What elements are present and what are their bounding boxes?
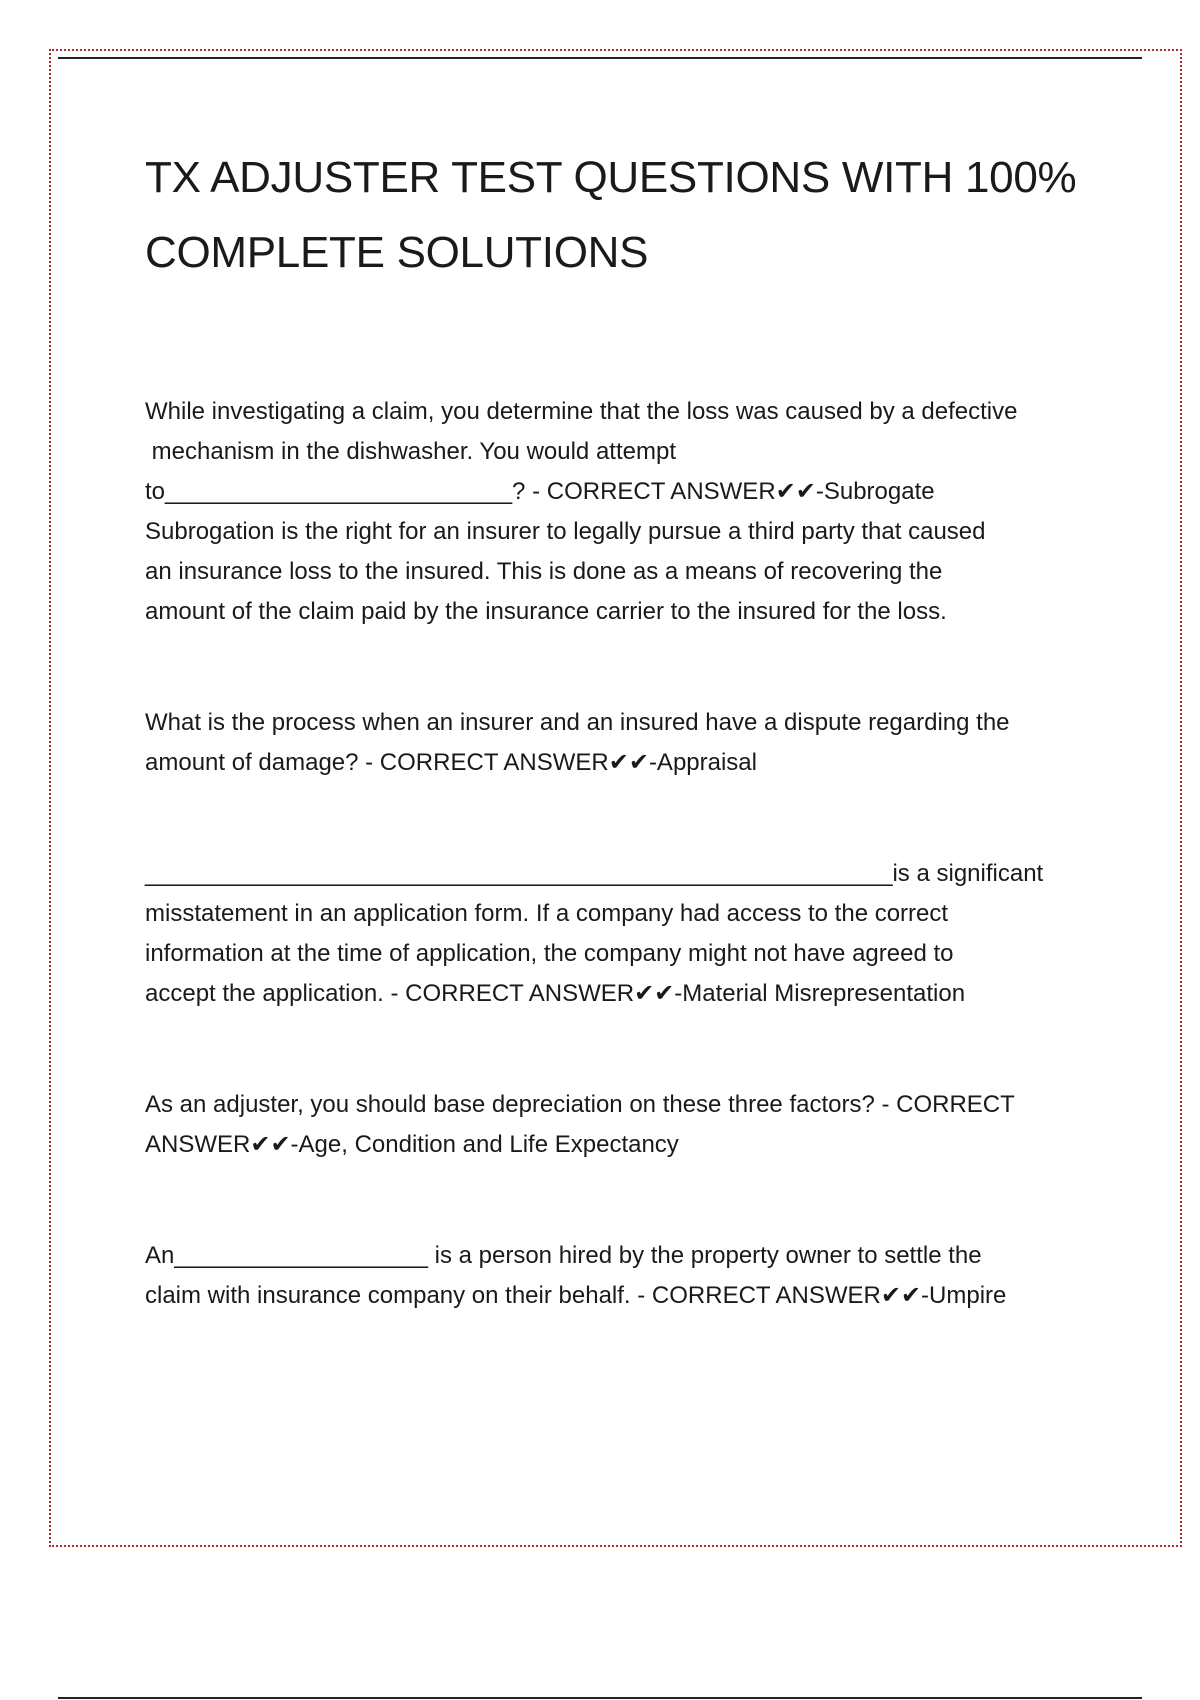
footer-rule [58,1697,1142,1699]
document-title: TX ADJUSTER TEST QUESTIONS WITH 100% COMPLETE SOLUTIONS [145,153,1077,277]
document-body [145,140,1095,1316]
question-depreciation: As an adjuster, you should base depreciation on these three factors? - CORRECT ANSWER✔✔-Age, Condition and Life Expectancy [145,1091,1015,1158]
question-misrepresentation: ________________________________________________________is a significant misstatement in an application form. If a company had access to the correct information at the time of application, the company might not have agreed to accept the application. - CORRECT ANSWER✔✔-Material Misrepresentation [145,860,1044,1007]
header-rule [58,57,1142,59]
question-subrogation: While investigating a claim, you determine that the loss was caused by a defective mechanism in the dishwasher. You would attempt to__________________________? - CORRECT ANSWER✔✔-Subrogate Subrogation is the right for an insurer to legally pursue a third party that caused an insurance loss to the insured. This is done as a means of recovering the amount of the claim paid by the insurance carrier to the insured for the loss. [145,398,1018,625]
question-umpire: An___________________ is a person hired by the property owner to settle the claim with insurance company on their behalf. - CORRECT ANSWER✔✔-Umpire [145,1242,1007,1309]
question-appraisal: What is the process when an insurer and an insured have a dispute regarding the amount of damage? - CORRECT ANSWER✔✔-Appraisal [145,709,1010,776]
